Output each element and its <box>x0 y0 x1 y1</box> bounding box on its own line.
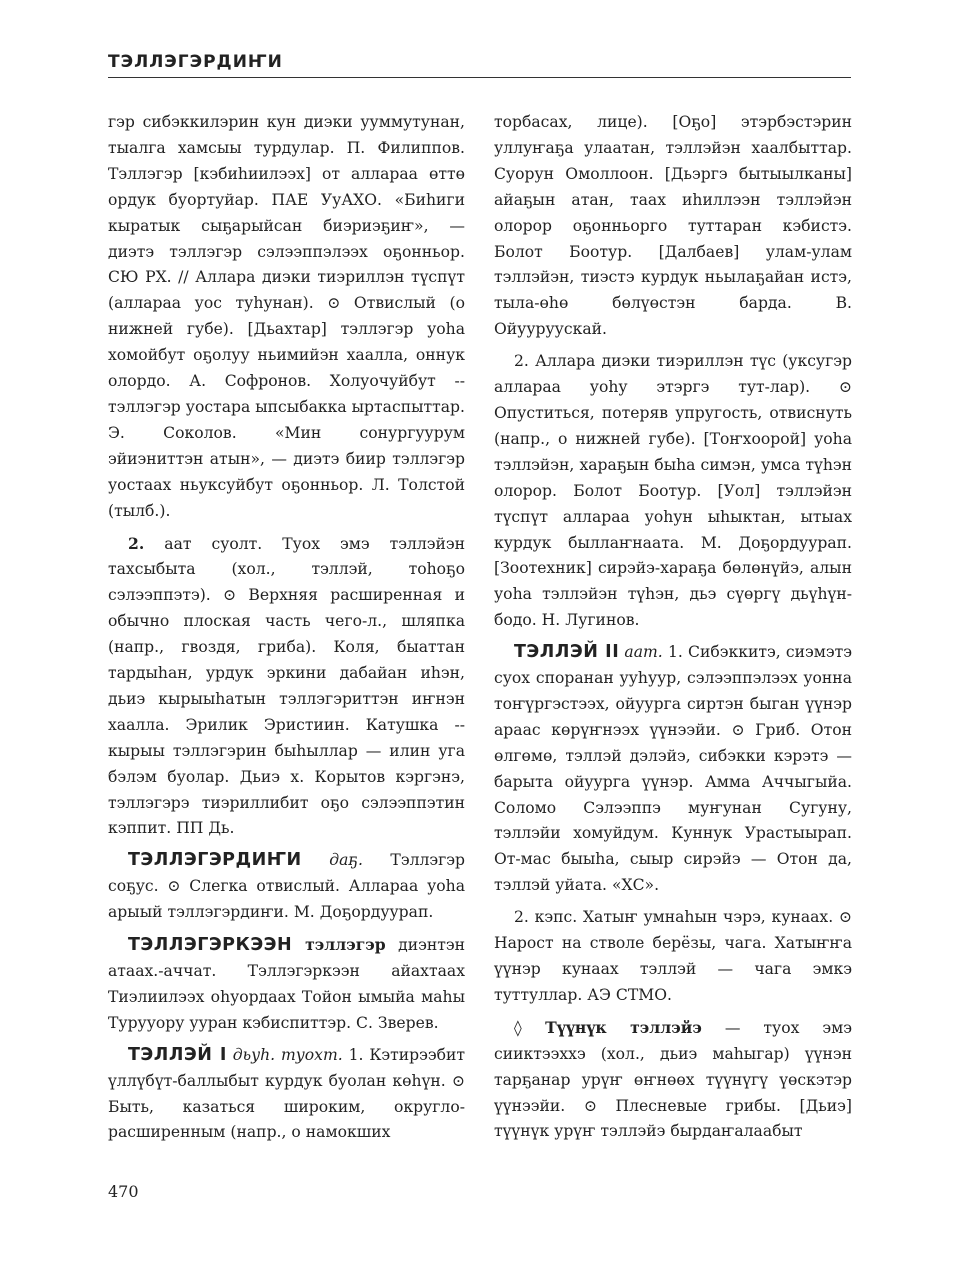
headword: ТЭЛЛЭГЭРДИҤИ <box>128 850 302 871</box>
entry-tellei-1 <box>108 1043 465 1147</box>
entry-text: 1. Сибэккитэ, сиэмэтэ суох споранан ууһуур, сэлээппэлээх уонна тоҥүргэстээх, ойуурга сиртэн быган үүнэр араас көрүҥнээх үүнээйи. ⊙ Гриб. Отон өлгөмө, тэллэй дэлэйэ, сибэкки кэрэтэ — барыта ойуурга үүнэр. Амма Аччыгыйа. Соломо Сэлээппэ муҥунан Сугуну, тэллэйи хомуйдум. Куннук Урастыырап. От-мас быыһа, сыыр сирэйэ — Отон да, тэллэй уйата. «ХС». <box>494 643 852 895</box>
right-column <box>494 110 852 1145</box>
header-rule <box>108 77 851 78</box>
part-of-speech: аат. <box>619 643 663 662</box>
headword: ТЭЛЛЭЙ I <box>128 1044 227 1065</box>
headword: ТЭЛЛЭЙ II <box>514 642 620 663</box>
idiom-paragraph <box>494 1015 852 1146</box>
page-number: 470 <box>108 1182 139 1201</box>
idiom-lead: ◊ Түүнүк тэллэйэ <box>514 1017 702 1037</box>
headword: ТЭЛЛЭГЭРКЭЭН <box>128 935 293 956</box>
entry-continuation: гэр сибэккилэрин кун диэки ууммутунан, тыалга хамсыы турдулар. П. Филиппов. Тэллэгэр [кэбиһиилээх] от аллараа өттө ордук буортуйар. ПАЕ УуАХО. «Биһиги кыратык сыҕарыйсан биэриэҕиҥ», — диэтэ тэллэгэр сэлээппэлээх оҕонньор. СЮ РХ. // Аллара диэки тиэриллэн түспүт (аллараа уос туһунан). ⊙ Отвислый (о нижней губе). [Дьахтар] тэллэгэр уоһа хомойбут оҕолуу ньимийэн хаалла, оннук олордо. А. Софронов. Холуочуйбут -- тэллэгэр уостара ыпсыбакка ыртаспыттар. Э. Соколов. «Мин сонургуурум эйиэниттэн атын», — диэтэ биир тэллэгэр уостаах ньуксуйбут оҕонньор. Л. Толстой (тылб.). <box>108 113 465 520</box>
entry-continuation: торбасах, лице). [Оҕо] этэрбэстэрин уллуҥаҕа улаатан, тэллэйэн хаалбыттар. Суорун Омоллоон. [Дьэргэ бытыылканы] айаҕын атан, таах иһиллээн тэллэйэн олорор оҕонньорго туттаран кэбистэ. Болот Боотур. [Далбаев] улам-улам тэллэйэн, тиэстэ курдук ньылаҕайан истэ, тыла-өһө бөлүөстэн барда. В. Ойууруускай. <box>494 113 852 339</box>
entry-tellegerdini <box>108 848 465 926</box>
sense-text: аат суолт. Туох эмэ тэллэйэн тахсыбыта (хол., тэллэй, тоһоҕо сэлээппэтэ). ⊙ Верхняя расширенная и обычно плоская часть чего-л., шляпка (напр., гвоздя, гриба). Коля, быаттан тардыһан, урдук эркини дабайан иһэн, дьиэ кырыыһатын тэллэгэриттэн иҥнэн хаалла. Эрилик Эристиин. Катушка -- кырыы тэллэгэрин быһыллар — илин уга бэлэм буолар. Дьиэ х. Корытов кэргэнэ, тэллэгэрэ тиэриллибит оҕо сэлээппэтин кэппит. ПП Дь. <box>108 534 465 838</box>
idiom-text: — туох эмэ сииктээххэ (хол., дьиэ маһыгар) үүнэн тарҕанар урүҥ өҥнөөх түүнүгү үөскэтэр үүнээйи. ⊙ Плесневые грибы. [Дьиэ] түүнүк урүҥ тэллэйэ бырдаҥалаабыт <box>494 1018 853 1141</box>
part-of-speech: дьуһ. туохт. <box>226 1045 343 1064</box>
running-head: ТЭЛЛЭГЭРДИҤИ <box>108 52 283 72</box>
entry-text: диэнтэн атаах.-аччат. Тэллэгэркээн айахтаах Тиэлиилээх оһуордаах Тойон ымыйа маһы Турууору ууран кэбиспиттэр. С. Зверев. <box>108 936 465 1032</box>
entry-tellei-2 <box>494 640 852 899</box>
sense-2-paragraph <box>108 531 465 843</box>
base-word: тэллэгэр <box>292 935 386 955</box>
entry-tellegerkeen <box>108 932 465 1037</box>
sense-2-paragraph: 2. Аллара диэки тиэриллэн түс (уксугэр аллараа уоһу этэргэ тут-лар). ⊙ Опуститься, потеряв упругость, отвиснуть (напр., о нижней губе). [Тоҥхоорой] уоһа тэллэйэн, хараҕын быһа симэн, умса түһэн олорор. Болот Боотур. [Уол] тэллэйэн түспүт аллараа уоһун ыһыктан, ытыах курдук быллаҥнаата. М. Доҕордуурап. [Зоотехник] сирэйэ-хараҕа бөлөнүйэ, алын уоһа тэллэйэн түһэн, дьэ сүөргү дьүһүн-бодо. Н. Лугинов. <box>494 352 852 630</box>
entry-text: 1. Кэтирээбит үллүбүт-баллыбыт курдук буолан көһүн. ⊙ Быть, казаться широким, округло-расширенным (напр., о намокших <box>108 1045 465 1142</box>
sense-2-paragraph: 2. кэпс. Хатыҥ умнаһын чэрэ, кунаах. ⊙ Нарост на стволе берёзы, чага. Хатыҥҥа үүнэр кунаах тэллэй — чага эмкэ туттуллар. АЭ СТМО. <box>494 908 852 1004</box>
left-column <box>108 110 465 1146</box>
entry-text: Тэллэгэр соҕус. ⊙ Слегка отвислый. Аллараа уоһа арыый тэллэгэрдиҥи. М. Доҕордуурап. <box>108 851 465 922</box>
sense-number: 2. <box>128 533 145 553</box>
part-of-speech: даҕ. <box>301 851 363 870</box>
